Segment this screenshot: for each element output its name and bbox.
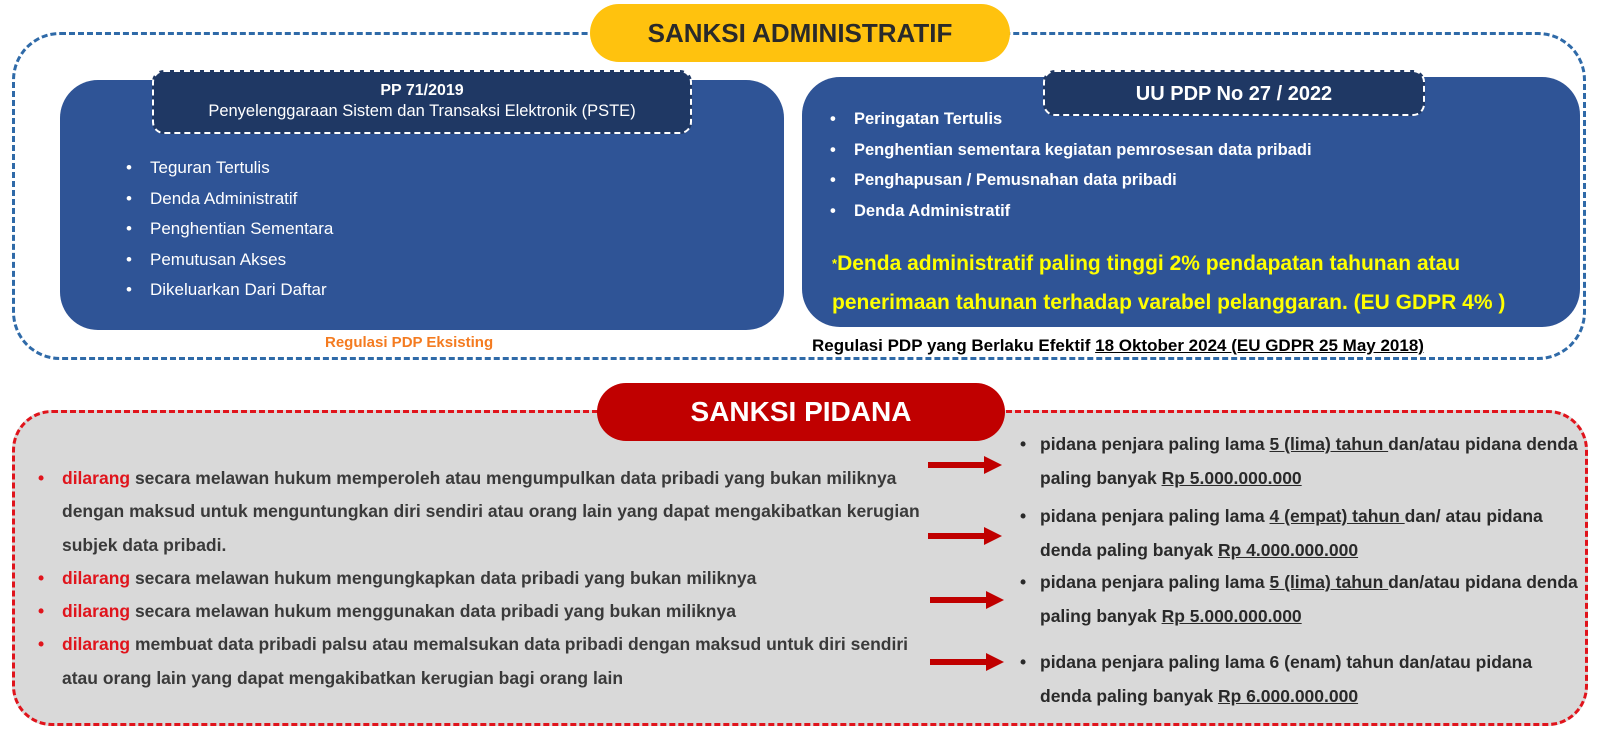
fine-cap-note [832,244,1562,322]
penalty-amount: Rp 5.000.000.000 [1161,467,1302,488]
list-item: • Dikeluarkan Dari Daftar [126,280,333,311]
list-item: • Denda Administratif [830,202,1312,233]
penalty-amount: Rp 5.000.000.000 [1161,605,1302,626]
penalty-middle: dan/ atau pidana denda paling banyak [1040,506,1543,560]
prohibition-text: secara melawan hukum memperoleh atau mengumpulkan data pribadi yang bukan miliknya dengan maksud untuk menguntungkan diri sendiri atau orang lain yang dapat mengakibatkan kerugian subjek data pribadi. [62,468,920,555]
list-item: • Teguran Tertulis [126,158,333,189]
list-item: • Penghentian sementara kegiatan pemrosesan data pribadi [830,141,1312,172]
note-asterisk: * [832,256,838,271]
arrow-right-icon [928,455,1002,475]
penalty-duration: 5 (lima) tahun [1269,434,1389,454]
prohibition-text: membuat data pribadi palsu atau memalsukan data pribadi dengan maksud untuk diri sendiri atau orang lain yang dapat mengakibatkan kerugian bagi orang lain [62,634,909,688]
prohibition-keyword: dilarang [62,567,131,588]
prohibition-item: • dilarang membuat data pribadi palsu atau memalsukan data pribadi dengan maksud untuk diri sendiri atau orang lain yang dapat mengakibatkan kerugian bagi orang lain [38,634,909,688]
penalty-duration: 4 (empat) tahun [1269,506,1405,526]
penalty-prefix: pidana penjara paling lama [1040,434,1270,454]
penalty-prefix: pidana penjara paling lama [1040,572,1270,592]
list-item: • Peringatan Tertulis [830,110,1312,141]
prohibition-keyword: dilarang [62,634,131,655]
penalty-prefix: pidana penjara paling lama [1040,652,1270,672]
pp71-sanction-list [126,158,333,311]
pp71-label-subtitle: Penyelenggaraan Sistem dan Transaksi Elektronik (PSTE) [208,102,636,120]
prohibition-list [38,462,938,695]
penalty-item: • pidana penjara paling lama 4 (empat) tahun dan/ atau pidana denda paling banyak Rp 4.000.000.000 [1020,506,1543,560]
prohibition-text: secara melawan hukum mengungkapkan data pribadi yang bukan miliknya [130,567,757,588]
penalty-duration: 6 (enam) tahun [1269,652,1399,672]
penalty-item: • pidana penjara paling lama 5 (lima) tahun dan/atau pidana denda paling banyak Rp 5.000.000.000 [1020,572,1578,626]
penalty-middle: dan/atau pidana denda paling banyak [1040,434,1578,488]
arrow-right-icon [930,652,1004,672]
existing-regulation-caption: Regulasi PDP Eksisting [325,334,494,351]
admin-title: SANKSI ADMINISTRATIF [590,4,1010,62]
uupdp-sanction-list [830,110,1312,232]
penalty-middle: dan/atau pidana denda paling banyak [1040,572,1578,626]
penalty-prefix: pidana penjara paling lama [1040,506,1270,526]
penalty-amount: Rp 4.000.000.000 [1217,539,1359,560]
arrow-right-icon [928,526,1002,546]
penalty-amount: Rp 6.000.000.000 [1217,685,1359,706]
effective-caption-date: 18 Oktober 2024 (EU GDPR 25 May 2018) [1095,336,1424,355]
penalty-duration: 5 (lima) tahun [1269,572,1389,592]
pp71-label-title: PP 71/2019 [380,82,464,99]
penalty-item: • pidana penjara paling lama 5 (lima) tahun dan/atau pidana denda paling banyak Rp 5.000.000.000 [1020,434,1578,488]
prohibition-keyword: dilarang [62,601,131,622]
list-item: • Penghentian Sementara [126,219,333,250]
prohibition-text: secara melawan hukum menggunakan data pribadi yang bukan miliknya [130,601,736,622]
prohibition-item: • dilarang secara melawan hukum menggunakan data pribadi yang bukan miliknya [38,601,736,622]
arrow-right-icon [930,590,1004,610]
prohibition-item: • dilarang secara melawan hukum memperoleh atau mengumpulkan data pribadi yang bukan miliknya dengan maksud untuk menguntungkan diri sendiri atau orang lain yang dapat mengakibatkan kerugian subjek data pribadi. [38,468,920,555]
list-item: • Penghapusan / Pemusnahan data pribadi [830,171,1312,202]
list-item: • Pemutusan Akses [126,250,333,281]
pp71-label [152,70,692,134]
penalty-item: • pidana penjara paling lama 6 (enam) tahun dan/atau pidana denda paling banyak Rp 6.000.000.000 [1020,652,1533,706]
fine-cap-note-text: Denda administratif paling tinggi 2% pendapatan tahunan atau penerimaan tahunan terhadap varabel pelanggaran. (EU GDPR 4% ) [832,252,1506,314]
effective-regulation-caption [812,336,1424,356]
prohibition-item: • dilarang secara melawan hukum mengungkapkan data pribadi yang bukan miliknya [38,567,757,588]
prohibition-keyword: dilarang [62,468,131,488]
pidana-title: SANKSI PIDANA [597,383,1005,441]
effective-caption-prefix: Regulasi PDP yang Berlaku Efektif [812,336,1096,355]
penalty-middle: dan/atau pidana denda paling banyak [1040,652,1533,706]
uupdp-label: UU PDP No 27 / 2022 [1043,70,1425,116]
list-item: • Denda Administratif [126,189,333,220]
